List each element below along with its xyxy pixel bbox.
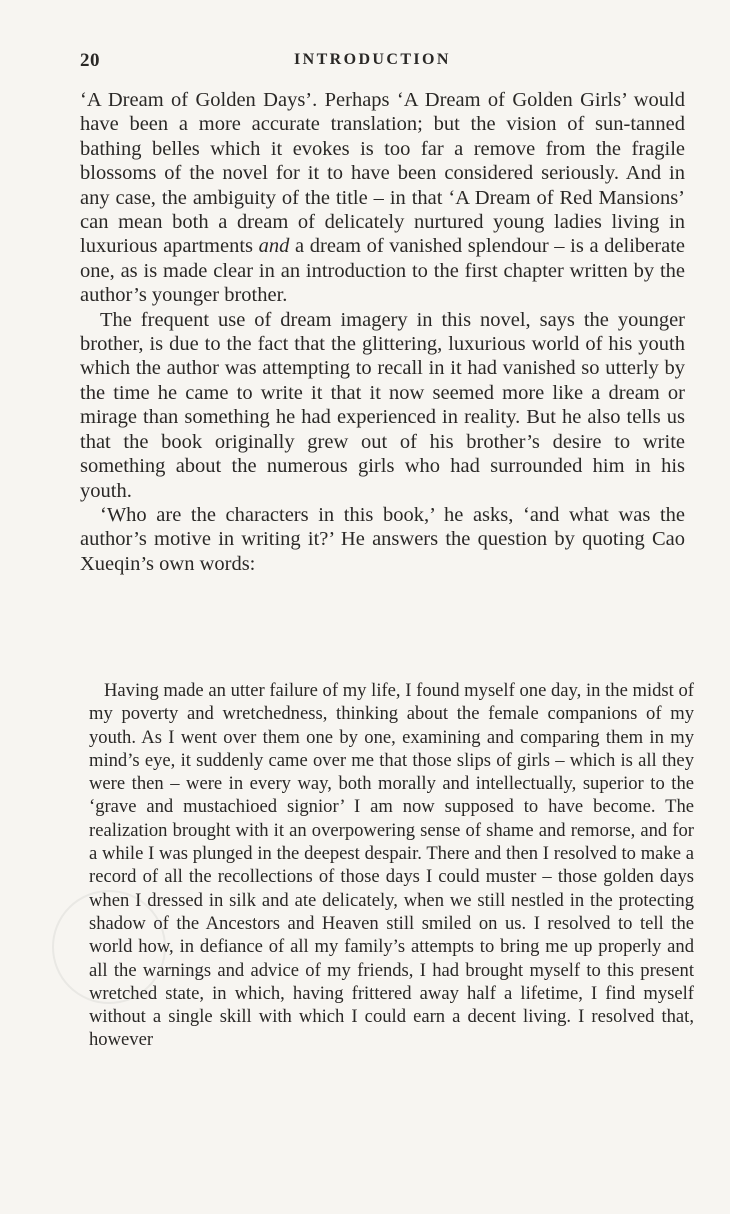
paragraph	[80, 88, 685, 308]
page-header	[80, 50, 680, 80]
paragraph: The frequent use of dream imagery in this novel, says the younger brother, is due to the fact that the glittering, luxurious world of his youth which the author was attempting to recall in it had vanished so utterly by the time he came to write it that it now seemed more like a dream or mirage than something he had experienced in reality. But he also tells us that the book originally grew out of his brother’s desire to write something about the numerous girls who had surrounded him in his youth.	[80, 308, 685, 502]
emphasis: and	[258, 235, 290, 258]
block-quote: Having made an utter failure of my life, I found myself one day, in the midst of my poverty and wretchedness, thinking about the female companions of my youth. As I went over them one by one, examining and comparing them in my mind’s eye, it suddenly came over me that those slips of girls – which is all they were then – were in every way, both morally and intellectually, superior to the ‘grave and mustachioed signior’ I am now supposed to have become. The realization brought with it an overpowering sense of shame and remorse, and for a while I was plunged in the deepest despair. There and then I resolved to make a record of all the recollections of those days I could muster – those golden days when I dressed in silk and ate delicately, when we still nestled in the protecting shadow of the Ancestors and Heaven still smiled on us. I resolved to tell the world how, in defiance of all my family’s attempts to bring me up properly and all the warnings and advice of my friends, I had brought myself to this present wretched state, in which, having frittered away half a lifetime, I find myself without a single skill with which I could earn a decent living. I resolved that, however	[89, 680, 694, 1051]
body-text	[80, 88, 685, 576]
page-number: 20	[80, 50, 100, 71]
paragraph: ‘Who are the characters in this book,’ he asks, ‘and what was the author’s motive in writing it?’ He answers the question by quoting Cao Xueqin’s own words:	[80, 503, 685, 575]
running-head: INTRODUCTION	[294, 51, 451, 68]
paragraph-text: a dream of vanished splendour – is a deliberate one, as is made clear in an introduction to the first chapter written by the author’s younger brother.	[80, 235, 685, 307]
paragraph-text: ‘A Dream of Golden Days’. Perhaps ‘A Dream of Golden Girls’ would have been a more accurate translation; but the vision of sun-tanned bathing belles which it evokes is too far a remove from the fragile blossoms of the novel for it to have been considered seriously. And in any case, the ambiguity of the title – in that ‘A Dream of Red Mansions’ can mean both a dream of delicately nurtured young ladies living in luxurious apartments	[80, 89, 685, 258]
